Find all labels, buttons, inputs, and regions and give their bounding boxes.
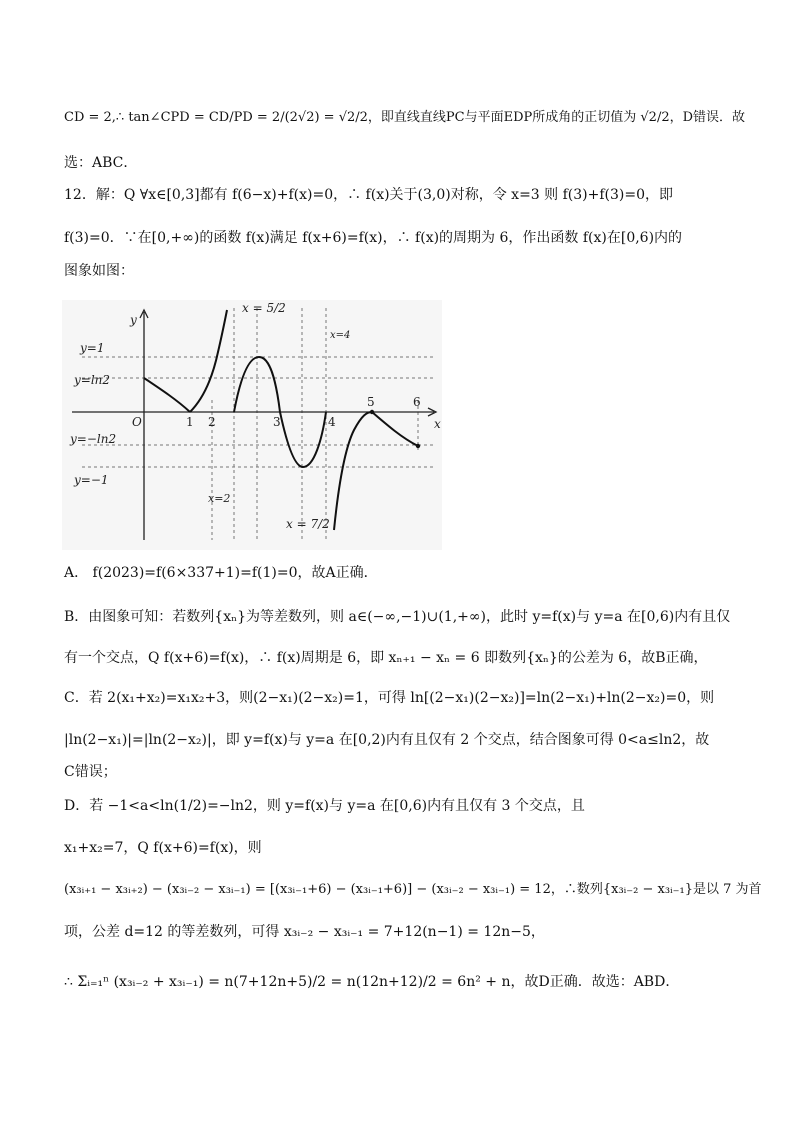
text-line-option-d-4: 项，公差 d=12 的等差数列，可得 x₃ᵢ₋₂ − x₃ᵢ₋₁ = 7+12(n−1) = 12n−5， xyxy=(64,924,545,940)
curve-piece-valley xyxy=(280,412,326,467)
label-x2: x=2 xyxy=(208,492,231,505)
point-x5 xyxy=(370,410,374,414)
text-line-cd-tan: CD = 2,∴ tan∠CPD = CD/PD = 2/(2√2) = √2/2，即直线直线PC与平面EDP所成角的正切值为 √2/2，D错误．故 xyxy=(64,110,746,125)
tick-4: 4 xyxy=(328,415,336,429)
label-x4: x=4 xyxy=(330,330,351,341)
text-line-option-b-2: 有一个交点，Q f(x+6)=f(x)，∴ f(x)周期是 6，即 xₙ₊₁ − xₙ = 6 即数列{xₙ}的公差为 6，故B正确， xyxy=(64,650,708,666)
text-line-graph-intro: 图象如图： xyxy=(64,263,134,279)
function-graph-figure xyxy=(62,300,442,550)
curve-piece-hump xyxy=(234,357,280,412)
curve-piece-4-5 xyxy=(334,412,372,530)
curve-piece-1-2 xyxy=(190,310,227,412)
text-line-option-d-2: x₁+x₂=7，Q f(x+6)=f(x)，则 xyxy=(64,840,262,856)
curve-piece-5-6 xyxy=(372,412,418,446)
tick-5: 5 xyxy=(367,395,375,409)
point-x6 xyxy=(416,444,420,448)
tick-6: 6 xyxy=(413,395,421,409)
label-x72: x = 7/2 xyxy=(286,517,330,531)
text-line-period: f(3)=0．∵在[0,+∞)的函数 f(x)满足 f(x+6)=f(x)，∴ f(x)的周期为 6，作出函数 f(x)在[0,6)内的 xyxy=(64,230,683,246)
text-line-option-b-1: B．由图象可知：若数列{xₙ}为等差数列，则 a∈(−∞,−1)∪(1,+∞)，此时 y=f(x)与 y=a 在[0,6)内有且仅 xyxy=(64,609,731,625)
label-yn1: y=−1 xyxy=(74,473,109,487)
text-line-option-c-1: C．若 2(x₁+x₂)=x₁x₂+3，则(2−x₁)(2−x₂)=1，可得 ln[(2−x₁)(2−x₂)]=ln(2−x₁)+ln(2−x₂)=0，则 xyxy=(64,690,715,706)
label-x52: x = 5/2 xyxy=(242,301,286,315)
function-graph-svg xyxy=(62,300,442,550)
text-line-option-c-2: |ln(2−x₁)|=|ln(2−x₂)|，即 y=f(x)与 y=a 在[0,2)内有且仅有 2 个交点，结合图象可得 0<a≤ln2，故 xyxy=(64,732,710,748)
text-line-q12-solution: 12．解：Q ∀x∈[0,3]都有 f(6−x)+f(x)=0，∴ f(x)关于(3,0)对称，令 x=3 则 f(3)+f(3)=0，即 xyxy=(64,187,674,203)
text-line-option-d-1: D．若 −1<a<ln(1/2)=−ln2，则 y=f(x)与 y=a 在[0,6)内有且仅有 3 个交点，且 xyxy=(64,798,585,814)
text-line-choose-abc: 选：ABC． xyxy=(64,155,138,171)
label-origin: O xyxy=(132,415,142,429)
label-ynln2: y=−ln2 xyxy=(70,432,117,446)
tick-1: 1 xyxy=(186,415,194,429)
tick-2: 2 xyxy=(208,415,216,429)
label-yln2: y=ln2 xyxy=(74,373,111,387)
curve-piece-0-1 xyxy=(144,378,190,412)
text-line-option-d-5: ∴ Σᵢ₌₁ⁿ (x₃ᵢ₋₂ + x₃ᵢ₋₁) = n(7+12n+5)/2 = n(12n+12)/2 = 6n² + n，故D正确．故选：ABD． xyxy=(64,974,680,990)
label-y-axis: y xyxy=(130,313,137,327)
text-line-option-c-3: C错误； xyxy=(64,764,117,780)
text-line-option-d-3: (x₃ᵢ₊₁ − x₃ᵢ₊₂) − (x₃ᵢ₋₂ − x₃ᵢ₋₁) = [(x₃ᵢ₋₁+6) − (x₃ᵢ₋₁+6)] − (x₃ᵢ₋₂ − x₃ᵢ₋₁) = 12，∴数列{x₃ᵢ₋₂ − x₃ᵢ₋₁}是以 7 为首 xyxy=(64,882,762,897)
label-x-axis: x xyxy=(434,417,441,431)
tick-3: 3 xyxy=(273,415,281,429)
label-y1: y=1 xyxy=(80,341,105,355)
text-line-option-a: A． f(2023)=f(6×337+1)=f(1)=0，故A正确． xyxy=(64,565,378,581)
